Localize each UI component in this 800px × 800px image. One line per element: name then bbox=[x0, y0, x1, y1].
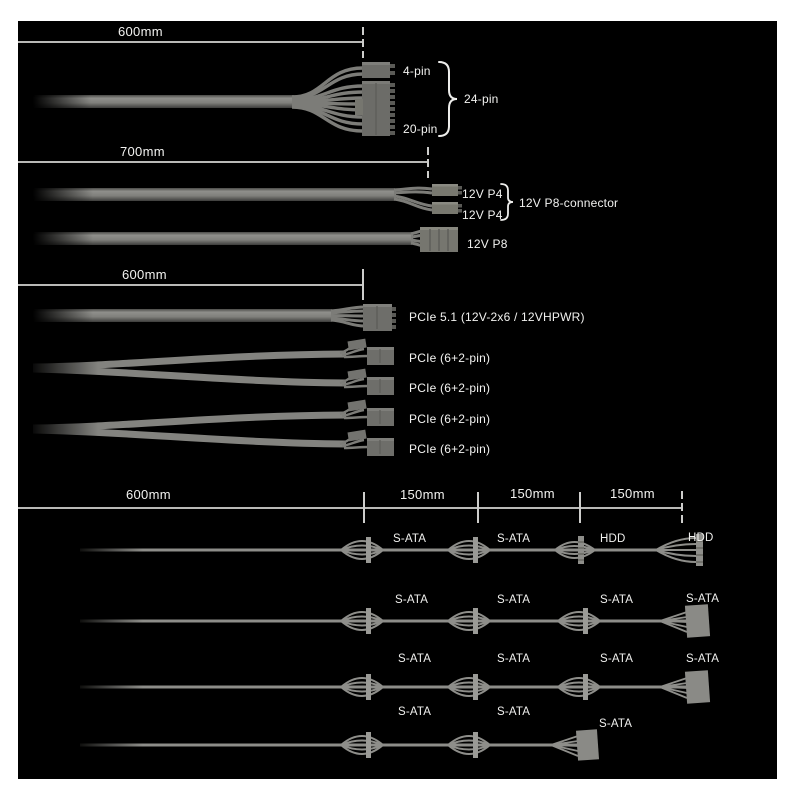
sata-r3c1-label: S-ATA bbox=[398, 653, 432, 665]
sata-pass-connector-graphic bbox=[341, 537, 383, 563]
sata-r4c1-label: S-ATA bbox=[398, 706, 432, 718]
sata-r1c2-label: S-ATA bbox=[497, 533, 531, 545]
sata-length-label-150c: 150mm bbox=[610, 486, 655, 501]
cpu-p8-connector-graphic bbox=[420, 227, 458, 252]
sata-pass-connector-graphic bbox=[558, 608, 600, 634]
sata-tick-2 bbox=[477, 492, 479, 523]
sata-measure-line bbox=[18, 507, 682, 509]
pcie-6plus2-connector-graphic bbox=[340, 369, 394, 395]
sata-pass-connector-graphic bbox=[448, 732, 490, 758]
sata-pass-connector-graphic bbox=[341, 732, 383, 758]
sata-r4c2-label: S-ATA bbox=[497, 706, 531, 718]
pcie-measure-line bbox=[18, 284, 363, 286]
sata-r3c3-label: S-ATA bbox=[600, 653, 634, 665]
pcie-row3-label: PCIe (6+2-pin) bbox=[409, 381, 491, 395]
sata-length-label-150a: 150mm bbox=[400, 487, 445, 502]
sata-length-label-600: 600mm bbox=[126, 487, 171, 502]
sata-r2c2-label: S-ATA bbox=[497, 594, 531, 606]
atx-measure-line bbox=[18, 41, 363, 43]
cpu-p4-bottom-connector-graphic bbox=[432, 202, 462, 214]
atx-measure-tick bbox=[362, 27, 364, 58]
atx-24pin-label: 24-pin bbox=[464, 92, 499, 106]
atx-length-label: 600mm bbox=[118, 24, 163, 39]
atx-4pin-connector-graphic bbox=[362, 62, 395, 78]
sata-r2c1-label: S-ATA bbox=[395, 594, 429, 606]
atx-20pin-label: 20-pin bbox=[403, 122, 438, 136]
sata-r1c1-label: S-ATA bbox=[393, 533, 427, 545]
sata-pass-connector-graphic bbox=[448, 674, 490, 700]
sata-r2c4-label: S-ATA bbox=[686, 593, 720, 605]
pcie-row1-label: PCIe 5.1 (12V-2x6 / 12VHPWR) bbox=[409, 310, 585, 324]
pcie-6plus2-connector-graphic bbox=[340, 400, 394, 426]
atx-4pin-label: 4-pin bbox=[403, 64, 431, 78]
cpu-p8-label: 12V P8 bbox=[467, 237, 508, 251]
atx-cable-graphic bbox=[18, 55, 398, 145]
pcie-12vhpwr-connector-graphic bbox=[363, 304, 396, 331]
cpu-measure-tick bbox=[427, 147, 429, 178]
cpu-p4-top-connector-graphic bbox=[432, 184, 462, 196]
sata-pass-connector-graphic bbox=[558, 674, 600, 700]
sata-pass-connector-graphic bbox=[448, 537, 490, 563]
sata-pass-connector-graphic bbox=[448, 608, 490, 634]
atx-20pin-connector-graphic bbox=[355, 81, 395, 136]
hdd-pass-connector-graphic bbox=[555, 536, 595, 564]
pcie-cables-graphic bbox=[18, 297, 413, 462]
sata-cables-graphic bbox=[18, 520, 763, 775]
sata-tick-3 bbox=[579, 492, 581, 523]
cpu-cables-graphic bbox=[18, 178, 608, 258]
cpu-p8-group-label: 12V P8-connector bbox=[519, 196, 619, 210]
pcie-row4-label: PCIe (6+2-pin) bbox=[409, 412, 491, 426]
sata-length-label-150b: 150mm bbox=[510, 486, 555, 501]
sata-r1c4-label: HDD bbox=[688, 532, 714, 544]
sata-r2c3-label: S-ATA bbox=[600, 594, 634, 606]
sata-tick-1 bbox=[363, 492, 365, 523]
sata-pass-connector-graphic bbox=[341, 674, 383, 700]
cpu-p8-brace bbox=[499, 182, 517, 222]
cpu-p4-bottom-label: 12V P4 bbox=[462, 208, 503, 222]
pcie-length-label: 600mm bbox=[122, 267, 167, 282]
pcie-6plus2-connector-graphic bbox=[340, 430, 394, 456]
pcie-row2-label: PCIe (6+2-pin) bbox=[409, 351, 491, 365]
pcie-measure-tick bbox=[362, 269, 364, 300]
sata-r1c3-label: HDD bbox=[600, 533, 626, 545]
sata-r4c3-label: S-ATA bbox=[599, 718, 633, 730]
sata-pass-connector-graphic bbox=[341, 608, 383, 634]
atx-24pin-brace bbox=[436, 60, 460, 138]
cpu-length-label: 700mm bbox=[120, 144, 165, 159]
cpu-measure-line bbox=[18, 161, 428, 163]
cpu-p4-top-label: 12V P4 bbox=[462, 187, 503, 201]
pcie-row5-label: PCIe (6+2-pin) bbox=[409, 442, 491, 456]
sata-r3c2-label: S-ATA bbox=[497, 653, 531, 665]
sata-r3c4-label: S-ATA bbox=[686, 653, 720, 665]
pcie-6plus2-connector-graphic bbox=[340, 339, 394, 365]
